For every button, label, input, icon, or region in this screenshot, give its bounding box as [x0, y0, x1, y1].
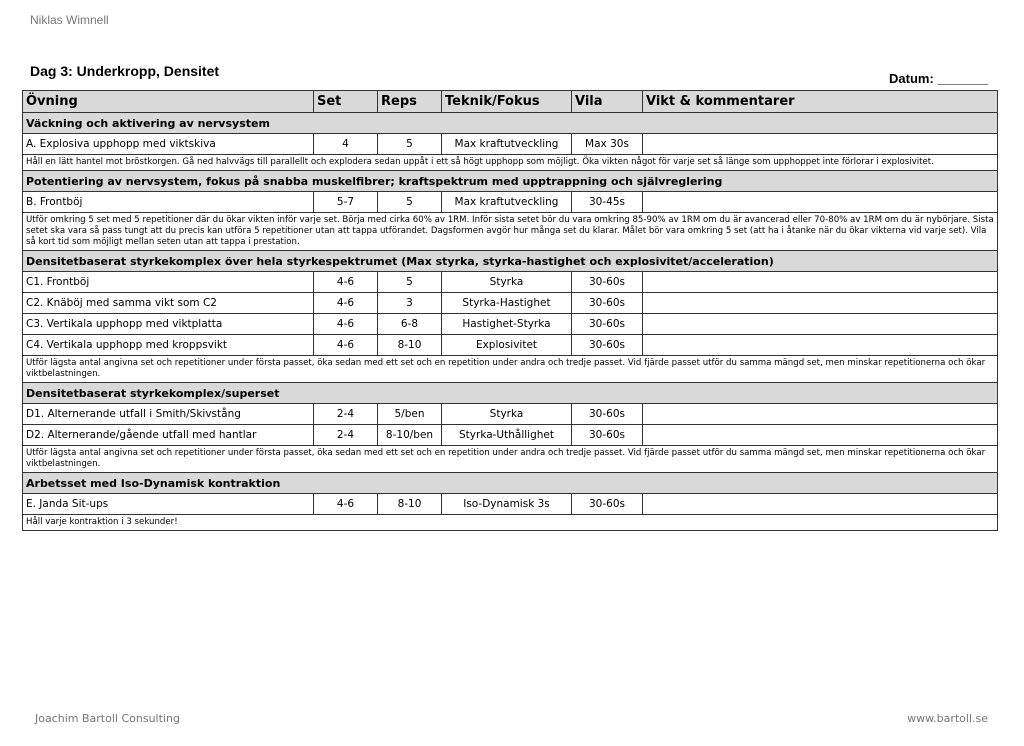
exercise-set: 4-6 — [314, 335, 378, 356]
exercise-reps: 5 — [378, 272, 442, 293]
exercise-row — [23, 272, 998, 293]
col-header-ovning: Övning — [23, 91, 314, 113]
exercise-set: 4-6 — [314, 293, 378, 314]
exercise-reps: 8-10 — [378, 494, 442, 515]
section-row — [23, 251, 998, 272]
exercise-name: D2. Alternerande/gående utfall med hantlar — [23, 425, 314, 446]
exercise-row — [23, 314, 998, 335]
exercise-fokus: Styrka-Hastighet — [442, 293, 572, 314]
exercise-fokus: Styrka — [442, 404, 572, 425]
exercise-fokus: Hastighet-Styrka — [442, 314, 572, 335]
section-title: Densitetbaserat styrkekomplex/superset — [23, 383, 998, 404]
exercise-vila: 30-60s — [572, 404, 643, 425]
exercise-fokus: Iso-Dynamisk 3s — [442, 494, 572, 515]
exercise-fokus: Max kraftutveckling — [442, 192, 572, 213]
note-row — [23, 155, 998, 171]
section-note: Utför lägsta antal angivna set och repetitioner under första passet, öka sedan med ett set och en repetition under andra och tredje passet. Vid fjärde passet utför du samma mängd set, men minskar repetitionerna och ökar viktbelastningen. — [23, 356, 998, 383]
exercise-name: C2. Knäböj med samma vikt som C2 — [23, 293, 314, 314]
author-name: Niklas Wimnell — [30, 13, 109, 27]
col-header-kommentarer: Vikt & kommentarer — [643, 91, 998, 113]
footer-website: www.bartoll.se — [907, 712, 988, 725]
page-title: Dag 3: Underkropp, Densitet — [30, 63, 220, 79]
exercise-set: 5-7 — [314, 192, 378, 213]
exercise-fokus: Styrka — [442, 272, 572, 293]
exercise-fokus: Explosivitet — [442, 335, 572, 356]
exercise-reps: 8-10 — [378, 335, 442, 356]
exercise-set: 4-6 — [314, 272, 378, 293]
exercise-reps: 3 — [378, 293, 442, 314]
exercise-reps: 8-10/ben — [378, 425, 442, 446]
col-header-fokus: Teknik/Fokus — [442, 91, 572, 113]
exercise-name: C1. Frontböj — [23, 272, 314, 293]
section-title: Arbetsset med Iso-Dynamisk kontraktion — [23, 473, 998, 494]
exercise-vila: 30-60s — [572, 272, 643, 293]
note-row — [23, 515, 998, 531]
section-row — [23, 383, 998, 404]
exercise-name: C4. Vertikala upphopp med kroppsvikt — [23, 335, 314, 356]
exercise-set: 2-4 — [314, 425, 378, 446]
section-row — [23, 113, 998, 134]
workout-table — [22, 90, 998, 531]
section-row — [23, 473, 998, 494]
exercise-fokus: Max kraftutveckling — [442, 134, 572, 155]
exercise-vila: 30-60s — [572, 314, 643, 335]
section-note: Utför omkring 5 set med 5 repetitioner där du ökar vikten inför varje set. Börja med cirka 60% av 1RM. Inför sista setet bör du vara omkring 85-90% av 1RM om du är avancerad eller 70-80% av 1RM om du är nybörjare. Sista setet ska vara så pass tungt att du precis kan utföra 5 repetitioner utan att tappa utförandet. Dagsformen avgör hur många set du klarar. Målet bör vara omkring 5 set (att ha i åtanke när du ökar vikterna vid varje set). Vila så kort tid som möjligt mellan seten utan att tappa i prestation. — [23, 213, 998, 251]
exercise-set: 4-6 — [314, 494, 378, 515]
section-row — [23, 171, 998, 192]
exercise-row — [23, 425, 998, 446]
exercise-comment-cell[interactable] — [643, 494, 998, 515]
section-title: Väckning och aktivering av nervsystem — [23, 113, 998, 134]
exercise-row — [23, 192, 998, 213]
note-row — [23, 446, 998, 473]
exercise-row — [23, 293, 998, 314]
exercise-row — [23, 404, 998, 425]
exercise-comment-cell[interactable] — [643, 335, 998, 356]
exercise-name: A. Explosiva upphopp med viktskiva — [23, 134, 314, 155]
exercise-reps: 5 — [378, 192, 442, 213]
exercise-vila: 30-60s — [572, 425, 643, 446]
col-header-vila: Vila — [572, 91, 643, 113]
exercise-comment-cell[interactable] — [643, 404, 998, 425]
exercise-name: D1. Alternerande utfall i Smith/Skivstång — [23, 404, 314, 425]
footer-company: Joachim Bartoll Consulting — [35, 712, 180, 725]
table-header-row — [23, 91, 998, 113]
exercise-row — [23, 134, 998, 155]
exercise-comment-cell[interactable] — [643, 134, 998, 155]
exercise-name: E. Janda Sit-ups — [23, 494, 314, 515]
section-title: Densitetbaserat styrkekomplex över hela styrkespektrumet (Max styrka, styrka-hastighet och explosivitet/acceleration) — [23, 251, 998, 272]
col-header-reps: Reps — [378, 91, 442, 113]
exercise-row — [23, 335, 998, 356]
exercise-set: 4 — [314, 134, 378, 155]
section-note: Håll varje kontraktion i 3 sekunder! — [23, 515, 998, 531]
section-note: Håll en lätt hantel mot bröstkorgen. Gå ned halvvägs till parallellt och explodera sedan uppåt i ett så högt upphopp som möjligt. Öka vikten något för varje set så länge som upphoppet inte förlorar i explosivitet. — [23, 155, 998, 171]
date-field: Datum: _______ — [889, 71, 988, 86]
section-title: Potentiering av nervsystem, fokus på snabba muskelfibrer; kraftspektrum med upptrappning och självreglering — [23, 171, 998, 192]
exercise-comment-cell[interactable] — [643, 192, 998, 213]
note-row — [23, 356, 998, 383]
exercise-comment-cell[interactable] — [643, 293, 998, 314]
exercise-set: 4-6 — [314, 314, 378, 335]
exercise-vila: 30-60s — [572, 293, 643, 314]
exercise-reps: 6-8 — [378, 314, 442, 335]
exercise-vila: Max 30s — [572, 134, 643, 155]
exercise-vila: 30-60s — [572, 494, 643, 515]
exercise-name: C3. Vertikala upphopp med viktplatta — [23, 314, 314, 335]
exercise-vila: 30-60s — [572, 335, 643, 356]
exercise-comment-cell[interactable] — [643, 425, 998, 446]
exercise-row — [23, 494, 998, 515]
exercise-fokus: Styrka-Uthållighet — [442, 425, 572, 446]
note-row — [23, 213, 998, 251]
exercise-name: B. Frontböj — [23, 192, 314, 213]
section-note: Utför lägsta antal angivna set och repetitioner under första passet, öka sedan med ett set och en repetition under andra och tredje passet. Vid fjärde passet utför du samma mängd set, men minskar repetitionerna och ökar viktbelastningen. — [23, 446, 998, 473]
exercise-comment-cell[interactable] — [643, 272, 998, 293]
exercise-vila: 30-45s — [572, 192, 643, 213]
exercise-reps: 5 — [378, 134, 442, 155]
exercise-set: 2-4 — [314, 404, 378, 425]
exercise-comment-cell[interactable] — [643, 314, 998, 335]
col-header-set: Set — [314, 91, 378, 113]
exercise-reps: 5/ben — [378, 404, 442, 425]
